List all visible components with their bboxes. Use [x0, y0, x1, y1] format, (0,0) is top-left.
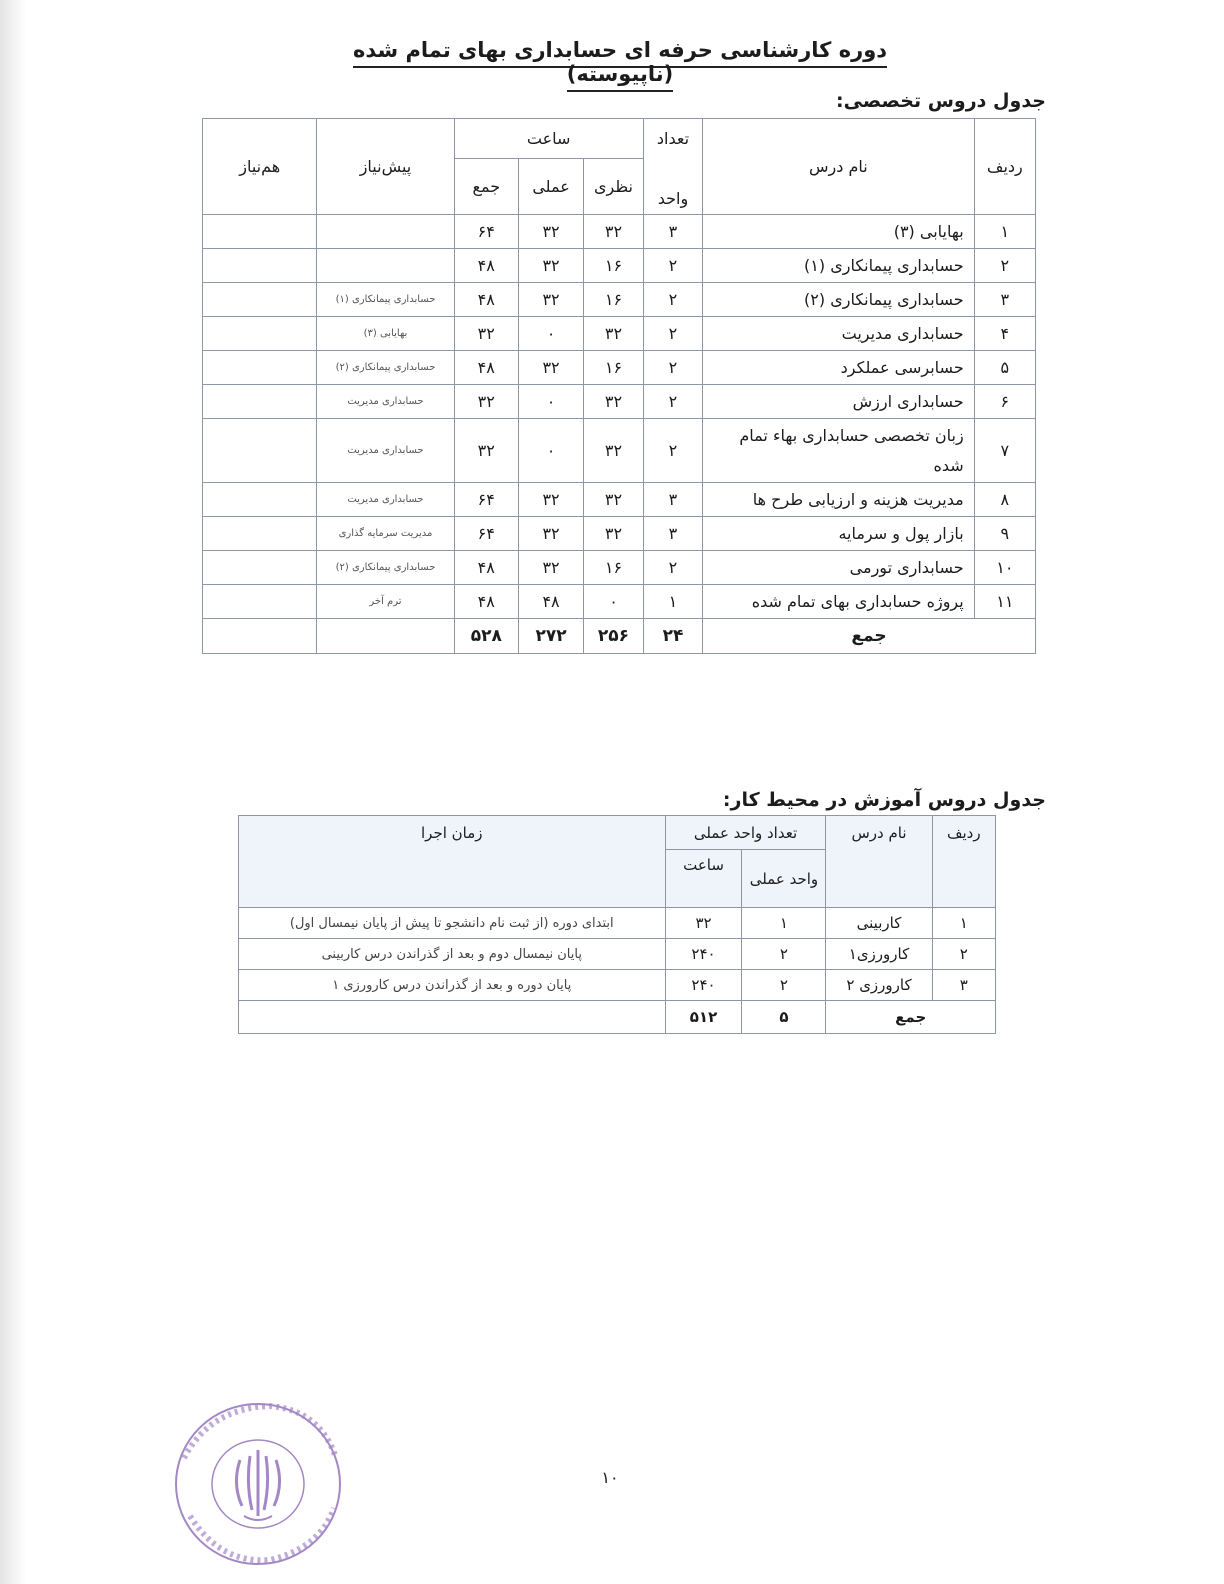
course-total-hours: ۶۴	[454, 215, 518, 249]
table-row	[203, 249, 1036, 283]
row-radif: ۱	[974, 215, 1035, 249]
course-total-hours: ۶۴	[454, 517, 518, 551]
course-name: حسابرسی عملکرد	[703, 351, 975, 385]
course-total-hours: ۳۲	[454, 317, 518, 351]
course-theory-hours: ۱۶	[584, 249, 644, 283]
course-units: ۲	[643, 249, 702, 283]
course-units: ۲	[742, 939, 826, 970]
course-practice-hours: ۳۲	[519, 517, 584, 551]
header-coreq: هم‌نیاز	[203, 119, 317, 215]
specialized-courses-table	[202, 118, 1036, 654]
table-row	[239, 908, 996, 939]
course-total-hours: ۴۸	[454, 283, 518, 317]
course-prereq: حسابداری پیمانکاری (۲)	[317, 551, 454, 585]
total-row	[239, 1001, 996, 1034]
course-total-hours: ۴۸	[454, 351, 518, 385]
course-practice-hours: ۳۲	[519, 283, 584, 317]
course-theory-hours: ۱۶	[584, 283, 644, 317]
total-prereq-empty	[317, 619, 454, 654]
course-coreq	[203, 283, 317, 317]
course-total-hours: ۳۲	[454, 385, 518, 419]
course-name: مدیریت هزینه و ارزیابی طرح ها	[703, 483, 975, 517]
course-hours: ۲۴۰	[665, 970, 742, 1001]
course-coreq	[203, 351, 317, 385]
course-coreq	[203, 419, 317, 483]
course-theory-hours: ۳۲	[584, 419, 644, 483]
course-practice-hours: ۳۲	[519, 249, 584, 283]
header-hours: ساعت	[665, 850, 742, 908]
course-units: ۲	[643, 551, 702, 585]
course-schedule: ابتدای دوره (از ثبت نام دانشجو تا پیش از پایان نیمسال اول)	[239, 908, 666, 939]
workplace-courses-table	[238, 815, 996, 1034]
header-unit-practical: واحد عملی	[742, 850, 826, 908]
header-radif: ردیف	[932, 816, 995, 908]
course-prereq: مدیریت سرمایه گذاری	[317, 517, 454, 551]
table-row	[203, 517, 1036, 551]
course-theory-hours: ۳۲	[584, 215, 644, 249]
course-practice-hours: ۳۲	[519, 551, 584, 585]
table-row	[203, 351, 1036, 385]
course-theory-hours: ۳۲	[584, 483, 644, 517]
course-theory-hours: ۰	[584, 585, 644, 619]
course-theory-hours: ۳۲	[584, 517, 644, 551]
header-units-group: تعداد واحد عملی	[665, 816, 826, 850]
header-prereq: پیش‌نیاز	[317, 119, 454, 215]
course-coreq	[203, 249, 317, 283]
course-theory-hours: ۱۶	[584, 551, 644, 585]
course-units: ۱	[742, 908, 826, 939]
table-row	[203, 483, 1036, 517]
course-units: ۲	[643, 419, 702, 483]
course-coreq	[203, 215, 317, 249]
table-row	[203, 585, 1036, 619]
page-title: دوره کارشناسی حرفه ای حسابداری بهای تمام شده (ناپیوسته)	[300, 38, 940, 86]
course-units: ۲	[742, 970, 826, 1001]
total-theory-hours: ۲۵۶	[584, 619, 644, 654]
row-radif: ۳	[974, 283, 1035, 317]
course-schedule: پایان دوره و بعد از گذراندن درس کارورزی ۱	[239, 970, 666, 1001]
course-prereq: حسابداری پیمانکاری (۲)	[317, 351, 454, 385]
row-radif: ۷	[974, 419, 1035, 483]
total-all-hours: ۵۲۸	[454, 619, 518, 654]
course-name: کارورزی۱	[826, 939, 932, 970]
course-total-hours: ۴۸	[454, 551, 518, 585]
header-units-bottom: واحد	[643, 159, 702, 215]
table-row	[203, 551, 1036, 585]
course-name: حسابداری ارزش	[703, 385, 975, 419]
course-coreq	[203, 483, 317, 517]
total-units: ۵	[742, 1001, 826, 1034]
total-schedule-empty	[239, 1001, 666, 1034]
course-practice-hours: ۳۲	[519, 483, 584, 517]
course-units: ۲	[643, 385, 702, 419]
course-practice-hours: ۰	[519, 385, 584, 419]
course-name: کارورزی ۲	[826, 970, 932, 1001]
course-prereq	[317, 249, 454, 283]
total-hours: ۵۱۲	[665, 1001, 742, 1034]
table-row	[239, 970, 996, 1001]
ministry-seal-stamp	[170, 1398, 346, 1568]
course-theory-hours: ۳۲	[584, 317, 644, 351]
course-practice-hours: ۳۲	[519, 351, 584, 385]
course-name: حسابداری تورمی	[703, 551, 975, 585]
course-theory-hours: ۱۶	[584, 351, 644, 385]
header-schedule: زمان اجرا	[239, 816, 666, 908]
course-practice-hours: ۳۲	[519, 215, 584, 249]
course-total-hours: ۶۴	[454, 483, 518, 517]
course-name: حسابداری پیمانکاری (۲)	[703, 283, 975, 317]
course-units: ۲	[643, 351, 702, 385]
row-radif: ۱	[932, 908, 995, 939]
header-course-name: نام درس	[703, 119, 975, 215]
total-row	[203, 619, 1036, 654]
course-coreq	[203, 551, 317, 585]
course-name: حسابداری پیمانکاری (۱)	[703, 249, 975, 283]
header-radif: ردیف	[974, 119, 1035, 215]
course-units: ۳	[643, 517, 702, 551]
header-total: جمع	[454, 159, 518, 215]
course-units: ۱	[643, 585, 702, 619]
table-row	[203, 215, 1036, 249]
header-course-name: نام درس	[826, 816, 932, 908]
course-practice-hours: ۴۸	[519, 585, 584, 619]
course-coreq	[203, 317, 317, 351]
course-name: حسابداری مدیریت	[703, 317, 975, 351]
course-prereq: حسابداری مدیریت	[317, 419, 454, 483]
specialized-courses-title: جدول دروس تخصصی:	[835, 90, 1046, 112]
header-practice: عملی	[519, 159, 584, 215]
header-units-top: تعداد	[643, 119, 702, 159]
total-label: جمع	[703, 619, 1036, 654]
course-units: ۳	[643, 215, 702, 249]
course-practice-hours: ۰	[519, 317, 584, 351]
course-units: ۲	[643, 283, 702, 317]
course-prereq	[317, 215, 454, 249]
total-practice-hours: ۲۷۲	[519, 619, 584, 654]
table-row	[203, 317, 1036, 351]
row-radif: ۲	[932, 939, 995, 970]
course-hours: ۳۲	[665, 908, 742, 939]
workplace-courses-title: جدول دروس آموزش در محیط کار:	[722, 789, 1046, 811]
page-number: ۱۰	[601, 1468, 619, 1487]
course-total-hours: ۴۸	[454, 249, 518, 283]
total-coreq-empty	[203, 619, 317, 654]
course-name: کاربینی	[826, 908, 932, 939]
total-units: ۲۴	[643, 619, 702, 654]
row-radif: ۴	[974, 317, 1035, 351]
row-radif: ۹	[974, 517, 1035, 551]
course-units: ۲	[643, 317, 702, 351]
row-radif: ۱۰	[974, 551, 1035, 585]
course-practice-hours: ۰	[519, 419, 584, 483]
row-radif: ۲	[974, 249, 1035, 283]
course-coreq	[203, 585, 317, 619]
row-radif: ۱۱	[974, 585, 1035, 619]
header-hours: ساعت	[454, 119, 643, 159]
row-radif: ۵	[974, 351, 1035, 385]
course-name: بازار پول و سرمایه	[703, 517, 975, 551]
row-radif: ۳	[932, 970, 995, 1001]
scan-edge-shadow	[0, 0, 26, 1584]
course-coreq	[203, 517, 317, 551]
total-label: جمع	[826, 1001, 996, 1034]
course-total-hours: ۴۸	[454, 585, 518, 619]
row-radif: ۸	[974, 483, 1035, 517]
table-row	[203, 283, 1036, 317]
course-prereq: ترم آخر	[317, 585, 454, 619]
course-schedule: پایان نیمسال دوم و بعد از گذراندن درس کاربینی	[239, 939, 666, 970]
course-hours: ۲۴۰	[665, 939, 742, 970]
course-prereq: حسابداری مدیریت	[317, 483, 454, 517]
course-name: زبان تخصصی حسابداری بهاء تمام شده	[703, 419, 975, 483]
course-total-hours: ۳۲	[454, 419, 518, 483]
row-radif: ۶	[974, 385, 1035, 419]
table-row	[239, 939, 996, 970]
table-row	[203, 419, 1036, 483]
course-units: ۳	[643, 483, 702, 517]
course-name: بهایابی (۳)	[703, 215, 975, 249]
course-theory-hours: ۳۲	[584, 385, 644, 419]
table-row	[203, 385, 1036, 419]
course-prereq: حسابداری مدیریت	[317, 385, 454, 419]
course-prereq: بهایابی (۳)	[317, 317, 454, 351]
course-coreq	[203, 385, 317, 419]
course-name: پروژه حسابداری بهای تمام شده	[703, 585, 975, 619]
course-prereq: حسابداری پیمانکاری (۱)	[317, 283, 454, 317]
header-theory: نظری	[584, 159, 644, 215]
